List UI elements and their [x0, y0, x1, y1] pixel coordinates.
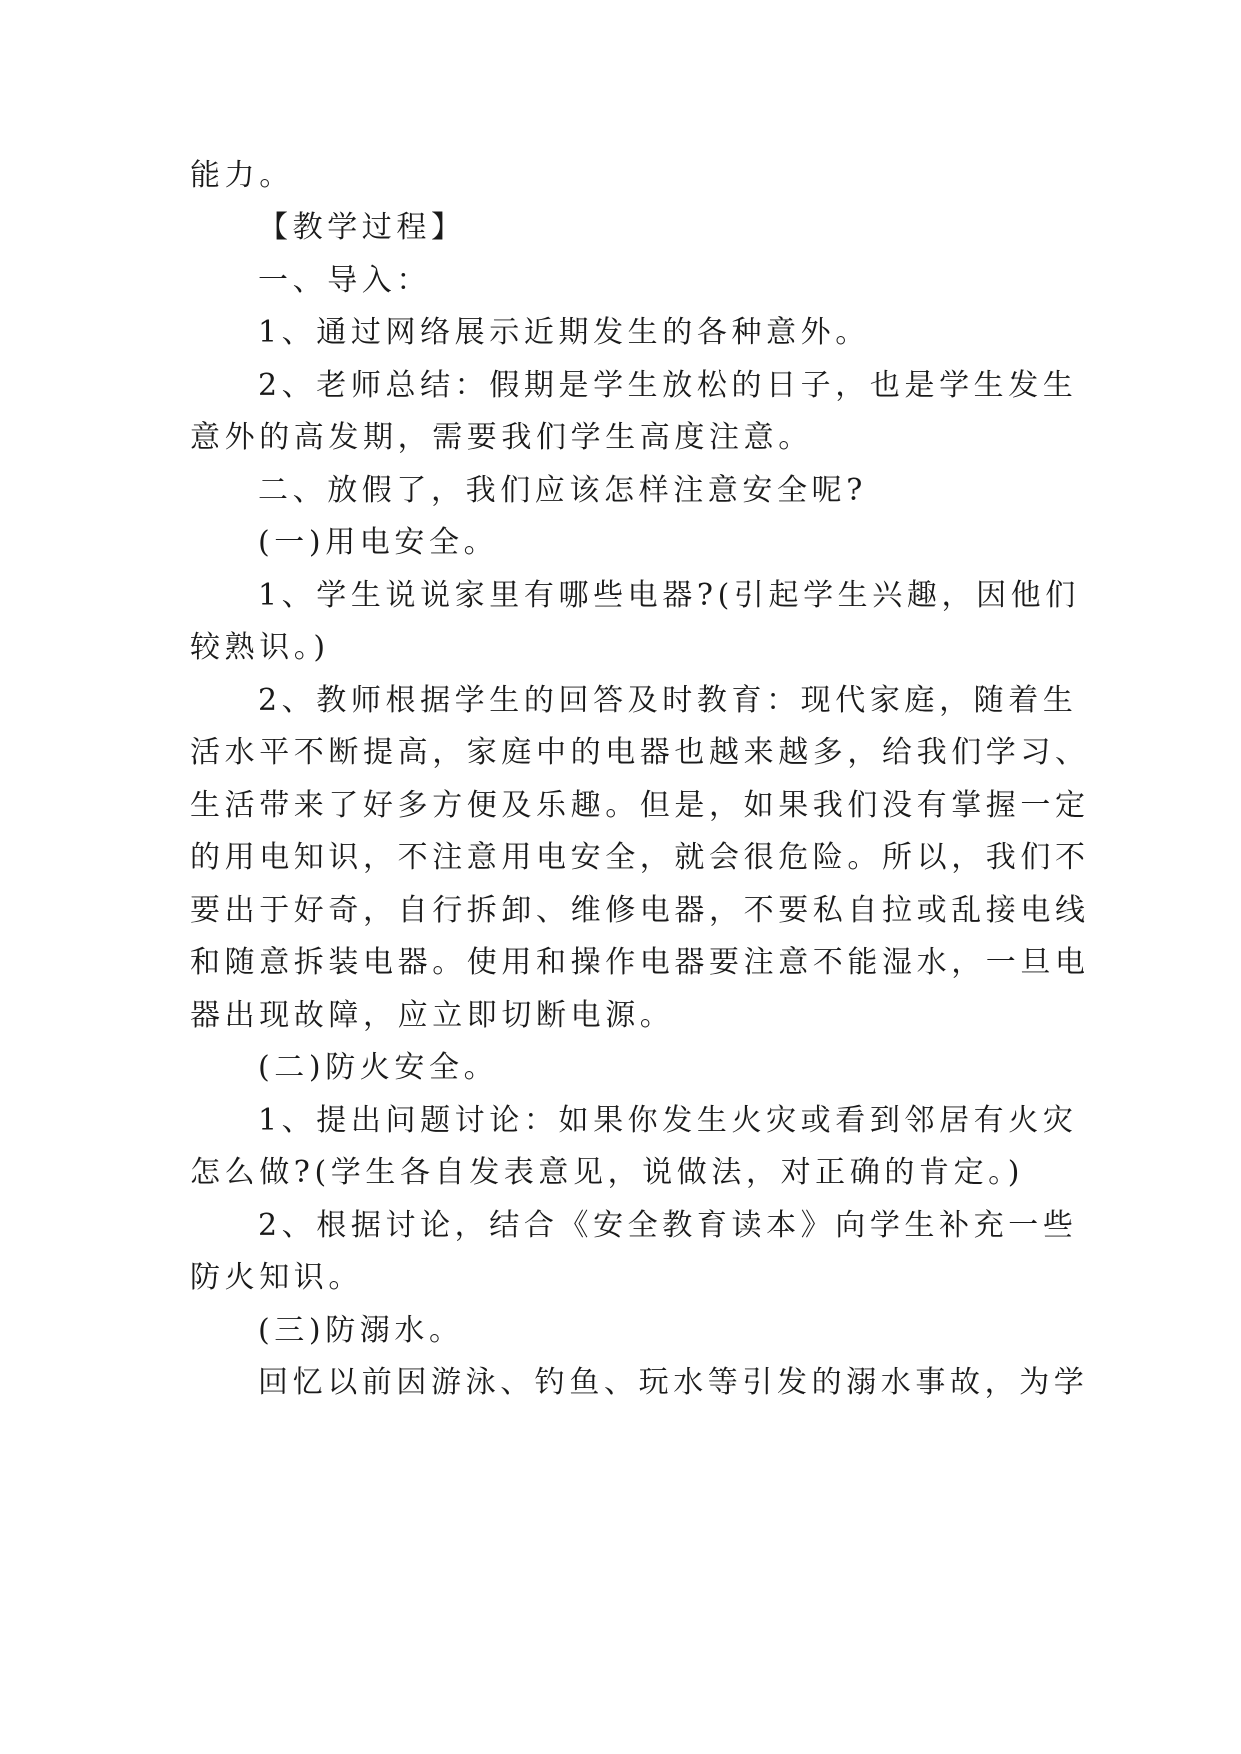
- text-line: 二、放假了，我们应该怎样注意安全呢?: [258, 473, 867, 508]
- text-line: 2、根据讨论，结合《安全教育读本》向学生补充一些: [258, 1208, 1078, 1243]
- section-heading: 【教学过程】: [258, 210, 466, 245]
- text-line: 生活带来了好多方便及乐趣。但是，如果我们没有掌握一定: [190, 788, 1090, 823]
- text-line: 1、学生说说家里有哪些电器?(引起学生兴趣，因他们: [258, 578, 1080, 613]
- text-line: 活水平不断提高，家庭中的电器也越来越多，给我们学习、: [190, 735, 1090, 770]
- text-line: 防火知识。: [190, 1260, 363, 1295]
- text-line: 和随意拆装电器。使用和操作电器要注意不能湿水，一旦电: [190, 945, 1090, 980]
- text-line: 意外的高发期，需要我们学生高度注意。: [190, 420, 813, 455]
- text-line: 2、老师总结：假期是学生放松的日子，也是学生发生: [258, 368, 1078, 403]
- text-line: 较熟识。): [190, 630, 330, 665]
- text-line: 回忆以前因游泳、钓鱼、玩水等引发的溺水事故，为学: [258, 1365, 1089, 1400]
- text-line: 1、提出问题讨论：如果你发生火灾或看到邻居有火灾: [258, 1103, 1078, 1138]
- text-line: 2、教师根据学生的回答及时教育：现代家庭，随着生: [258, 683, 1078, 718]
- text-line: 1、通过网络展示近期发生的各种意外。: [258, 315, 870, 350]
- text-line: 怎么做?(学生各自发表意见，说做法，对正确的肯定。): [190, 1155, 1025, 1190]
- text-line: 一、导入：: [258, 263, 431, 298]
- text-line: (三)防溺水。: [258, 1313, 464, 1348]
- text-line: 要出于好奇，自行拆卸、维修电器，不要私自拉或乱接电线: [190, 893, 1090, 928]
- text-line: 器出现故障，应立即切断电源。: [190, 998, 675, 1033]
- text-line: (一)用电安全。: [258, 525, 499, 560]
- text-line: (二)防火安全。: [258, 1050, 499, 1085]
- text-line: 能力。: [190, 158, 294, 193]
- text-line: 的用电知识，不注意用电安全，就会很危险。所以，我们不: [190, 840, 1090, 875]
